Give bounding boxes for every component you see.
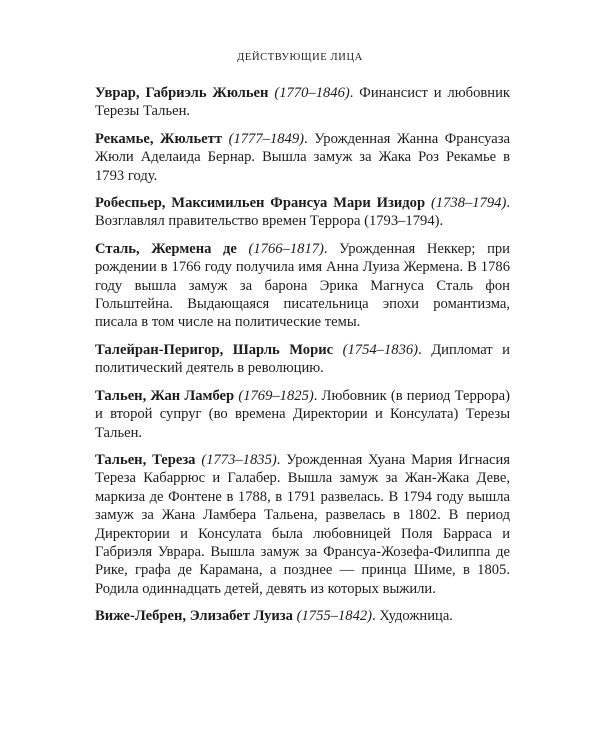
character-entry-recamier <box>95 130 510 185</box>
character-name: Талейран-Перигор, Шарль Морис <box>95 341 334 358</box>
character-name: Виже-Лебрен, Элизабет Луиза <box>95 608 293 625</box>
character-entry-tallien-therese <box>95 451 510 598</box>
character-description: . Любовник (в период Террора) и второй супруг (во времена Директории и Консулата) Терезы Тальен. <box>95 387 510 441</box>
character-entry-ouvrard <box>95 84 510 121</box>
character-dates: (1769–1825) <box>238 387 314 404</box>
character-dates: (1773–1835) <box>201 451 277 468</box>
character-entry-robespierre <box>95 194 510 231</box>
character-name: Сталь, Жермена де <box>95 240 237 257</box>
character-list <box>95 84 510 635</box>
character-name: Робеспьер, Максимильен Франсуа Мари Изидор <box>95 195 426 212</box>
character-description: . Возглавлял правительство времен Террора (1793–1794). <box>95 195 510 230</box>
character-dates: (1770–1846) <box>274 85 350 101</box>
character-name: Уврар, Габриэль Жюльен <box>95 85 269 101</box>
character-dates: (1754–1836) <box>342 341 419 358</box>
character-entry-vigee-lebrun <box>95 607 510 625</box>
character-entry-stael <box>95 240 510 332</box>
character-description: . Урожденная Хуана Мария Игнасия Тереза Кабаррюс и Галабер. Вышла замуж за Жан-Жака Деве, маркиза де Фонтене в 1788, в 1791 развелась. В 1794 году вышла замуж за Жана Ламбера Тальена, развелась в 1802. В период Директории и Консулата была любовницей Поля Барраса и Габриэля Уврара. Вышла замуж за Франсуа-Жозефа-Филиппа де Рике, графа де Карамана, а позднее — принца Шиме, в 1805. Родила одиннадцать детей, девять из которых выжили. <box>95 451 511 597</box>
character-name: Рекамье, Жюльетт <box>95 130 222 147</box>
character-dates: (1755–1842) <box>296 608 373 625</box>
character-dates: (1738–1794) <box>430 195 507 212</box>
character-description: . Урожденная Жанна Франсуаза Жюли Аделаида Бернар. Вышла замуж за Жака Роз Рекамье в 1793 году. <box>95 130 510 184</box>
character-entry-tallien-jean <box>95 387 510 442</box>
character-name: Тальен, Жан Ламбер <box>95 387 235 404</box>
character-description: . Финансист и любовник Терезы Тальен. <box>95 85 510 120</box>
character-description: . Художница. <box>372 608 453 625</box>
character-entry-talleyrand <box>95 341 510 378</box>
character-name: Тальен, Тереза <box>95 451 196 468</box>
character-dates: (1777–1849) <box>228 130 304 147</box>
page-header: ДЕЙСТВУЮЩИЕ ЛИЦА <box>237 52 363 63</box>
character-description: . Урожденная Неккер; при рождении в 1766 году получила имя Анна Луиза Жермена. В 1786 году вышла замуж за барона Эрика Магнуса Сталь фон Гольштейна. Выдающаяся писательница эпохи романтизма, писала в том числе на политические темы. <box>95 240 510 331</box>
character-description: . Дипломат и политический деятель в революцию. <box>95 341 510 377</box>
character-dates: (1766–1817) <box>248 240 324 257</box>
